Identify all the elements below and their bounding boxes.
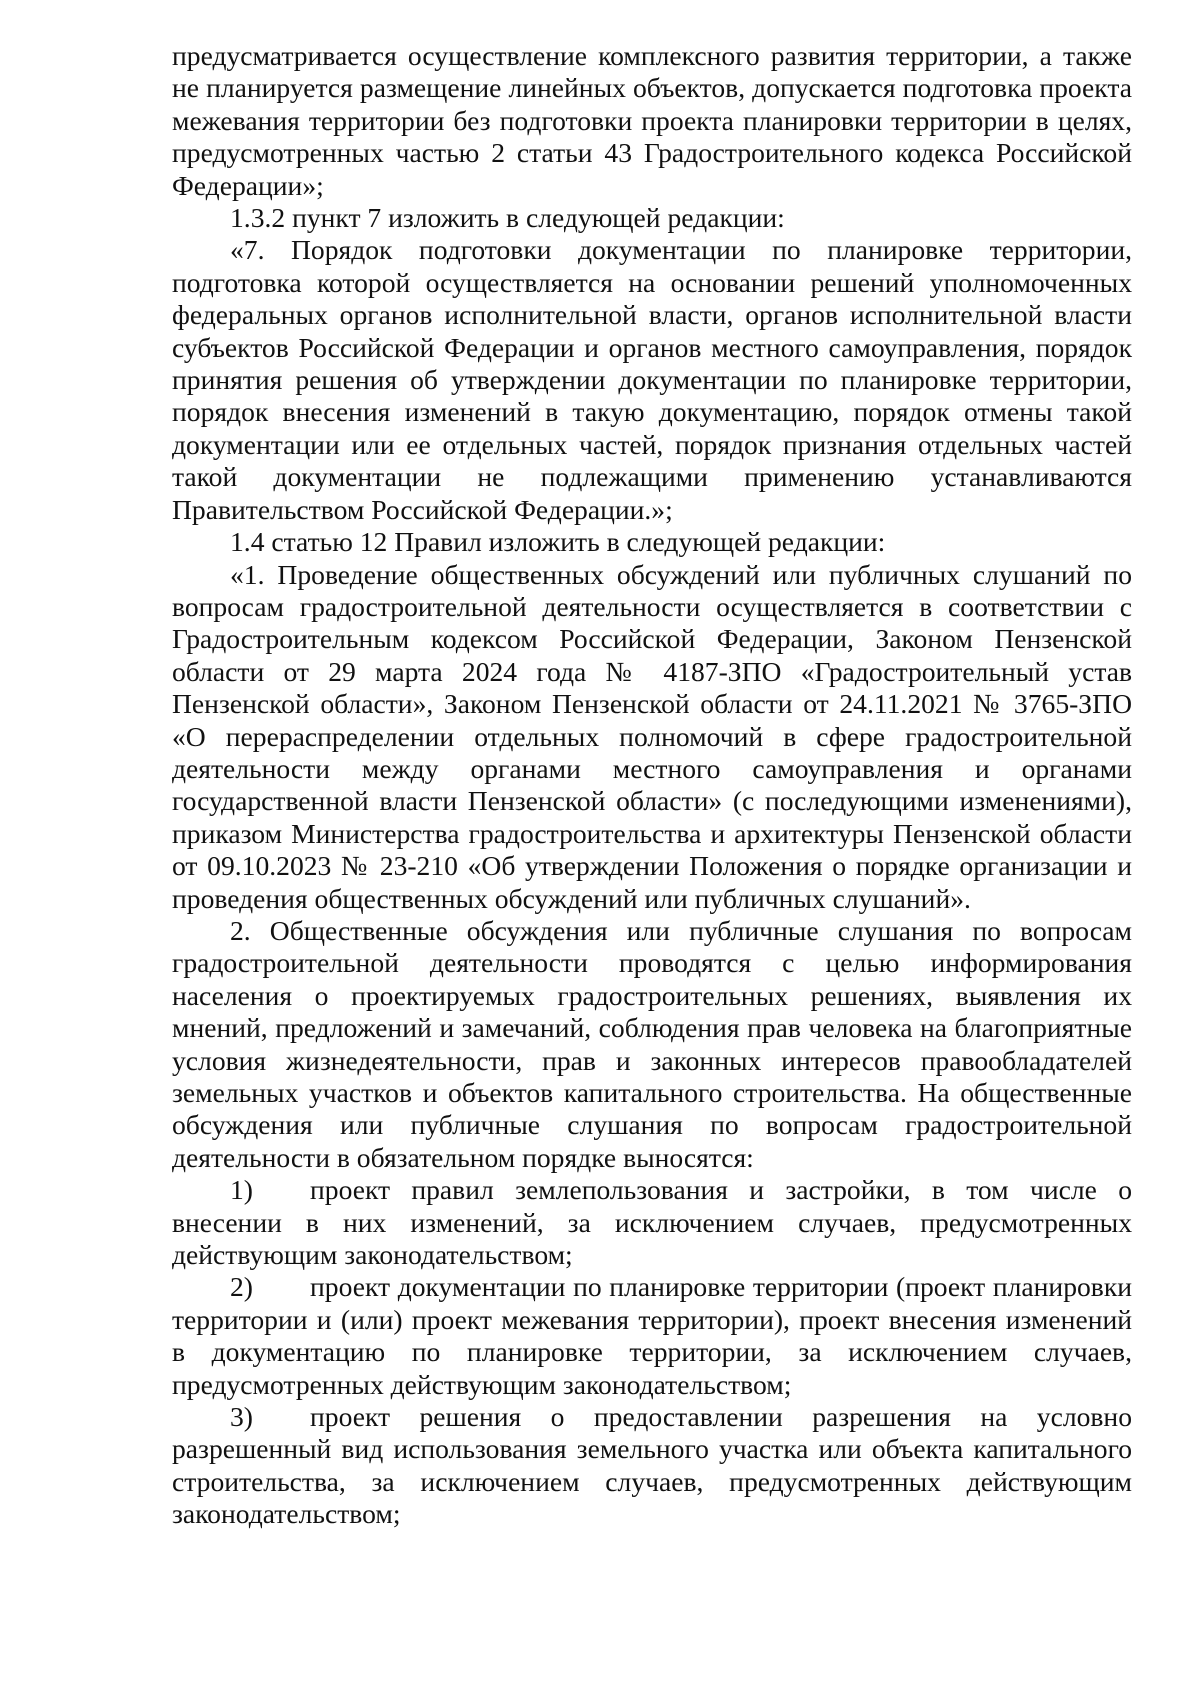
paragraph-article-12-part-2: 2. Общественные обсуждения или публичные слушания по вопросам градостроительной деятельности проводятся с целью информирования населения о проектируемых градостроительных решениях, выявления их мнений, предложений и замечаний, соблюдения прав человека на благоприятные условия жизнедеятельности, прав и законных интересов правообладателей земельных участков и объектов капитального строительства. На общественные обсуждения или публичные слушания по вопросам градостроительной деятельности в обязательном порядке выносятся: (172, 914, 1132, 1173)
document-page (172, 40, 1132, 1531)
paragraph-article-12-part-1: «1. Проведение общественных обсуждений или публичных слушаний по вопросам градостроительной деятельности осуществляется в соответствии с Градостроительным кодексом Российской Федерации, Законом Пензенской области от 29 марта 2024 года № 4187-ЗПО «Градостроительный устав Пензенской области», Законом Пензенской области от 24.11.2021 № 3765-ЗПО «О перераспределении отдельных полномочий в сфере градостроительной деятельности между органами местного самоуправления и органами государственной власти Пензенской области» (с последующими изменениями), приказом Министерства градостроительства и архитектуры Пензенской области от 09.10.2023 № 23-210 «Об утверждении Положения о порядке организации и проведения общественных обсуждений или публичных слушаний». (172, 558, 1132, 914)
list-item-2 (172, 1271, 1132, 1401)
list-item-text: проект правил землепользования и застройки, в том числе о внесении в них изменений, за исключением случаев, предусмотренных действующим законодательством; (172, 1174, 1132, 1271)
list-item-3 (172, 1401, 1132, 1531)
list-item-number: 2) (230, 1271, 253, 1303)
list-item-text: проект решения о предоставлении разрешения на условно разрешенный вид использования земельного участка или объекта капитального строительства, за исключением случаев, предусмотренных действующим законодательством; (172, 1401, 1132, 1530)
paragraph-item-1-3-2: 1.3.2 пункт 7 изложить в следующей редакции: (230, 202, 785, 234)
paragraph-point-7: «7. Порядок подготовки документации по планировке территории, подготовка которой осуществляется на основании решений уполномоченных федеральных органов исполнительной власти, органов исполнительной власти субъектов Российской Федерации и органов местного самоуправления, порядок принятия решения об утверждении документации по планировке территории, порядок внесения изменений в такую документацию, порядок отмены такой документации или ее отдельных частей, порядок признания отдельных частей такой документации не подлежащими применению устанавливаются Правительством Российской Федерации.»; (172, 234, 1132, 525)
list-item-1 (172, 1174, 1132, 1271)
list-item-number: 1) (230, 1174, 253, 1206)
list-item-text: проект документации по планировке территории (проект планировки территории и (или) проект межевания территории), проект внесения изменений в документацию по планировке территории, за исключением случаев, предусмотренных действующим законодательством; (172, 1271, 1132, 1400)
list-item-number: 3) (230, 1401, 253, 1433)
paragraph-continuation: предусматривается осуществление комплексного развития территории, а также не планируется размещение линейных объектов, допускается подготовка проекта межевания территории без подготовки проекта планировки территории в целях, предусмотренных частью 2 статьи 43 Градостроительного кодекса Российской Федерации»; (172, 40, 1132, 201)
paragraph-item-1-4: 1.4 статью 12 Правил изложить в следующей редакции: (230, 526, 886, 558)
